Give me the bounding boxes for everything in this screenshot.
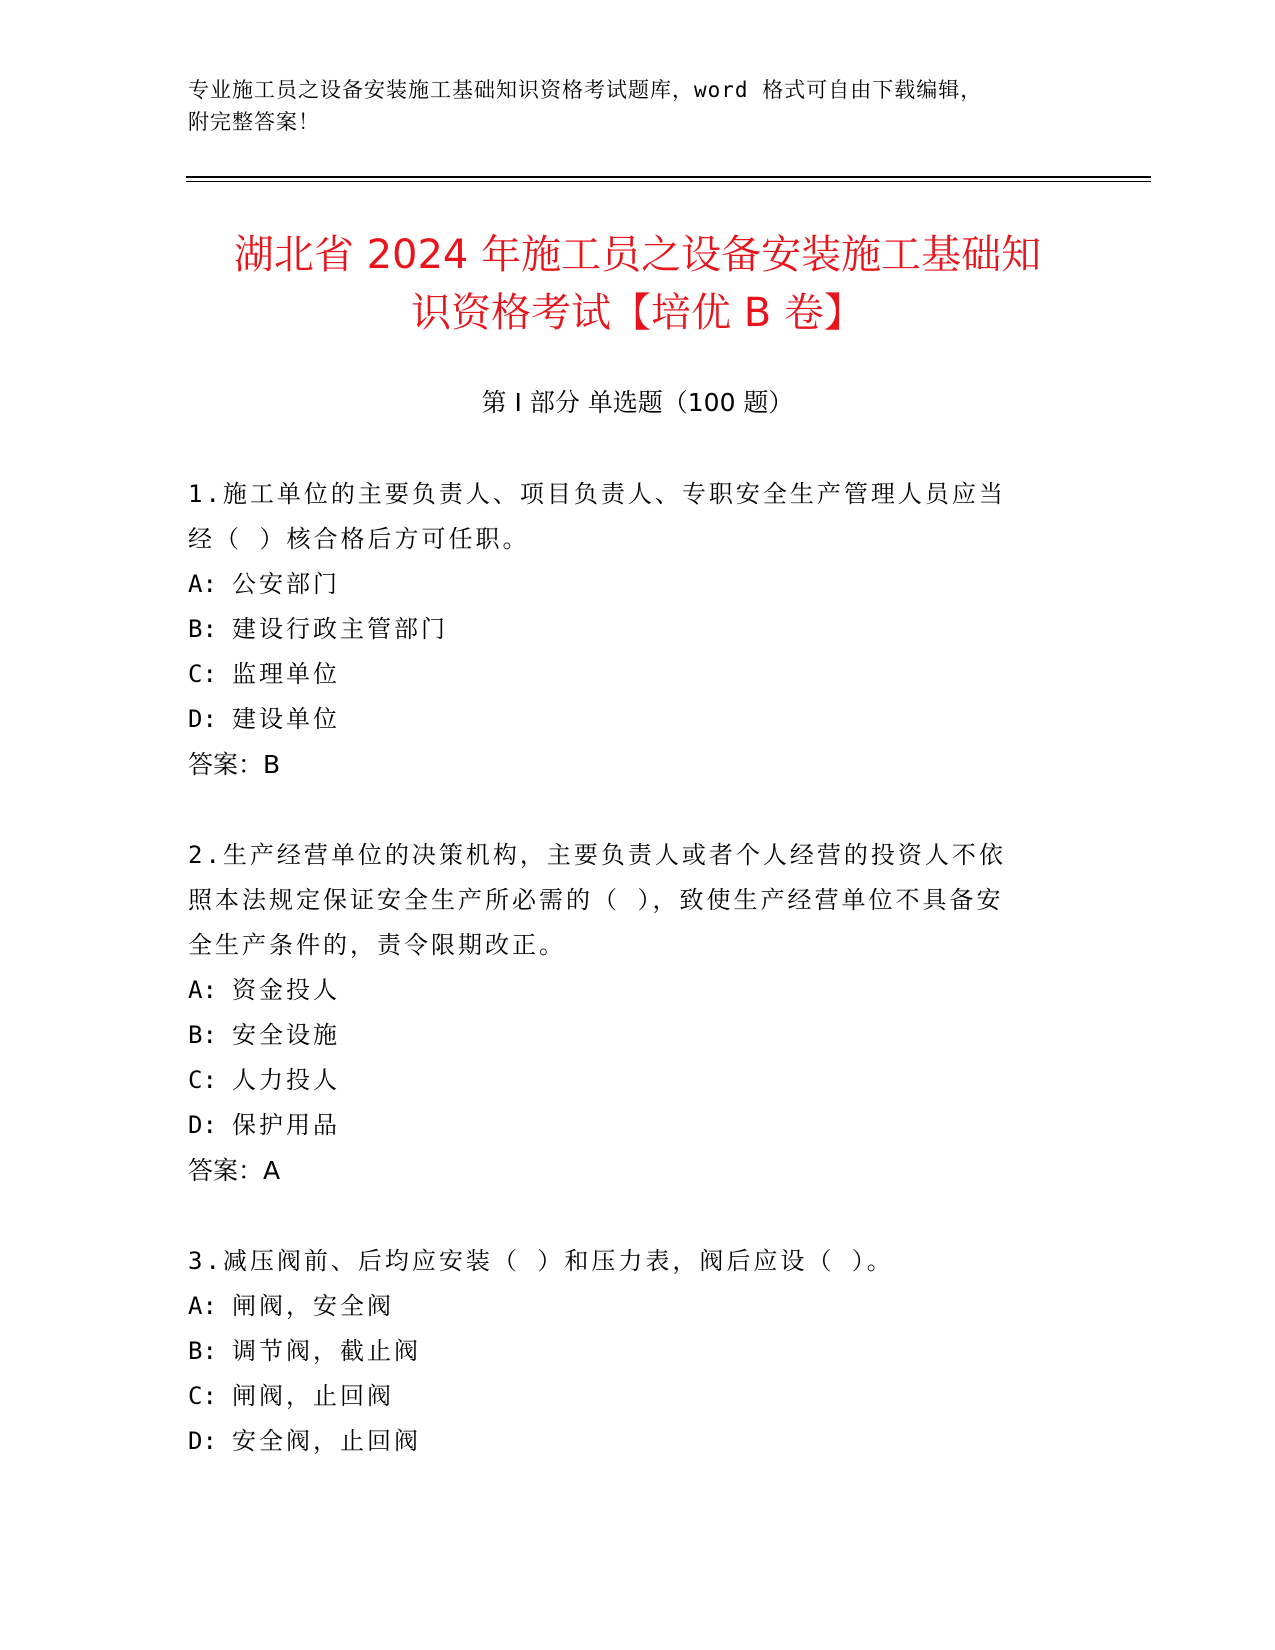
option-text: 公安部门: [232, 570, 340, 598]
option-letter: D:: [188, 1111, 217, 1139]
question-3: [188, 1239, 1068, 1464]
question-stem-line: 1.施工单位的主要负责人、项目负责人、专职安全生产管理人员应当: [188, 480, 1006, 508]
option-letter: A:: [188, 570, 217, 598]
option-text: 资金投人: [232, 976, 340, 1004]
document-title-line1: 湖北省 2024 年施工员之设备安装施工基础知: [233, 232, 1042, 278]
header-rule-thin: [186, 181, 1151, 182]
option-letter: B:: [188, 1337, 217, 1365]
option-a: [188, 562, 1068, 607]
option-b: [188, 1013, 1068, 1058]
header-note-line2: 附完整答案！: [188, 110, 320, 134]
header-note: [188, 74, 1068, 138]
header-note-line1: 专业施工员之设备安装施工基础知识资格考试题库，word 格式可自由下载编辑，: [188, 78, 983, 102]
section-title: 第 I 部分 单选题（100 题）: [481, 388, 794, 417]
option-text: 安全阀，止回阀: [232, 1427, 421, 1455]
option-letter: B:: [188, 615, 217, 643]
option-text: 调节阀，截止阀: [232, 1337, 421, 1365]
option-d: [188, 1103, 1068, 1148]
question-list: [188, 472, 1068, 1510]
header-rule-thick: [186, 176, 1151, 178]
option-letter: D:: [188, 1427, 217, 1455]
option-letter: D:: [188, 705, 217, 733]
option-c: [188, 1374, 1068, 1419]
option-d: [188, 1419, 1068, 1464]
option-c: [188, 652, 1068, 697]
option-text: 闸阀，止回阀: [232, 1382, 394, 1410]
option-c: [188, 1058, 1068, 1103]
answer-label: 答案：B: [188, 750, 281, 779]
question-2: [188, 833, 1068, 1193]
option-text: 建设行政主管部门: [232, 615, 448, 643]
document-title: [150, 226, 1125, 342]
option-letter: A:: [188, 1292, 217, 1320]
option-letter: B:: [188, 1021, 217, 1049]
option-text: 安全设施: [232, 1021, 340, 1049]
option-d: [188, 697, 1068, 742]
option-letter: C:: [188, 1066, 217, 1094]
answer-label: 答案：A: [188, 1156, 281, 1185]
document-title-line2: 识资格考试【培优 B 卷】: [411, 290, 864, 336]
option-text: 人力投人: [232, 1066, 340, 1094]
option-letter: C:: [188, 1382, 217, 1410]
option-b: [188, 607, 1068, 652]
option-text: 保护用品: [232, 1111, 340, 1139]
option-b: [188, 1329, 1068, 1374]
option-text: 建设单位: [232, 705, 340, 733]
option-a: [188, 1284, 1068, 1329]
option-letter: C:: [188, 660, 217, 688]
question-stem-line: 全生产条件的，责令限期改正。: [188, 931, 566, 959]
question-1: [188, 472, 1068, 787]
option-text: 闸阀，安全阀: [232, 1292, 394, 1320]
question-stem-line: 照本法规定保证安全生产所必需的（ ），致使生产经营单位不具备安: [188, 886, 1004, 914]
option-letter: A:: [188, 976, 217, 1004]
option-a: [188, 968, 1068, 1013]
question-stem-line: 经（ ）核合格后方可任职。: [188, 525, 530, 553]
question-stem-line: 2.生产经营单位的决策机构，主要负责人或者个人经营的投资人不依: [188, 841, 1006, 869]
option-text: 监理单位: [232, 660, 340, 688]
question-stem-line: 3.减压阀前、后均应安装（ ）和压力表，阀后应设（ ）。: [188, 1247, 894, 1275]
